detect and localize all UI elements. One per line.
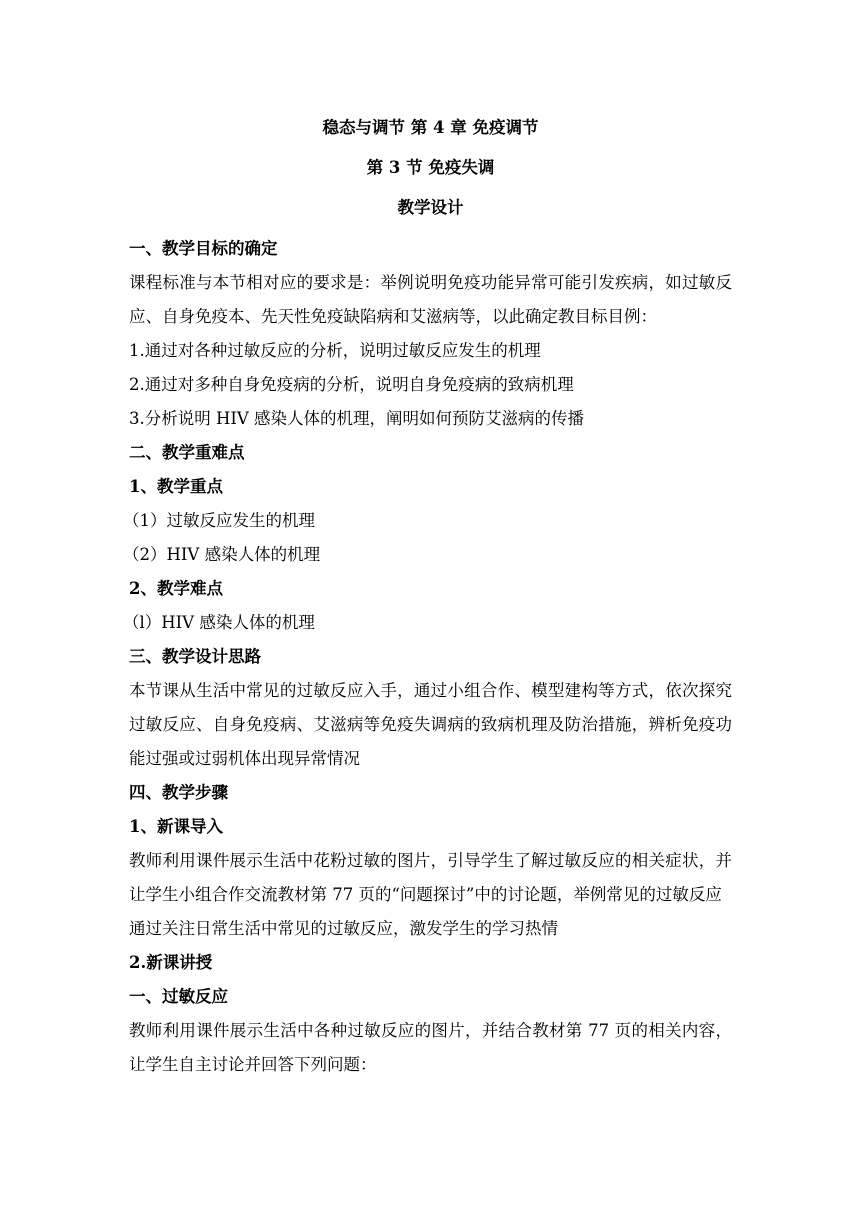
key-point-item-1: （1）过敏反应发生的机理 (123, 511, 315, 530)
heading-key-difficult-points: 二、教学重难点 (129, 443, 245, 462)
heading-teaching-steps: 四、教学步骤 (129, 783, 228, 802)
difficult-point-item-1: （l）HIV 感染人体的机理 (123, 613, 315, 632)
paragraph-allergic-reaction: 教师利用课件展示生活中各种过敏反应的图片，并结合教材第 77 页的相关内容，让学生自主讨论并回答下列问题： (129, 1021, 732, 1074)
document-body (123, 232, 732, 1082)
objective-item-1: 1.通过对各种过敏反应的分析，说明过敏反应发生的机理 (129, 341, 541, 360)
paragraph-curriculum-requirements: 课程标准与本节相对应的要求是：举例说明免疫功能异常可能引发疾病，如过敏反应、自身免疫本、先天性免疫缺陷病和艾滋病等，以此确定教目标目例： (129, 273, 732, 326)
objective-item-2: 2.通过对多种自身免疫病的分析，说明自身免疫病的致病机理 (129, 375, 574, 394)
paragraph-lesson-intro: 教师利用课件展示生活中花粉过敏的图片，引导学生了解过敏反应的相关症状，并让学生小组合作交流教材第 77 页的“问题探讨”中的讨论题，举例常见的过敏反应 (129, 851, 732, 904)
paragraph-design-approach: 本节课从生活中常见的过敏反应入手，通过小组合作、模型建构等方式，依次探究过敏反应、自身免疫病、艾滋病等免疫失调病的致病机理及防治措施，辨析免疫功能过强或过弱机体出现异常情况 (129, 681, 732, 768)
section-title: 第 3 节 免疫失调 (366, 158, 495, 177)
document-title: 稳态与调节 第 4 章 免疫调节 (322, 118, 539, 137)
subheading-new-lesson: 2.新课讲授 (129, 953, 213, 972)
objective-item-3: 3.分析说明 HIV 感染人体的机理，阐明如何预防艾滋病的传播 (129, 409, 585, 428)
subheading-difficult-points: 2、教学难点 (129, 579, 223, 598)
heading-allergic-reaction: 一、过敏反应 (129, 987, 228, 1006)
subheading-lesson-intro: 1、新课导入 (129, 817, 223, 836)
subheading-key-points: 1、教学重点 (129, 477, 223, 496)
heading-teaching-objectives: 一、教学目标的确定 (129, 239, 278, 258)
heading-design-approach: 三、教学设计思路 (129, 647, 261, 666)
key-point-item-2: （2）HIV 感染人体的机理 (123, 545, 321, 564)
document-subtitle: 教学设计 (397, 198, 464, 217)
paragraph-lesson-intro-purpose: 通过关注日常生活中常见的过敏反应，激发学生的学习热情 (129, 919, 558, 938)
